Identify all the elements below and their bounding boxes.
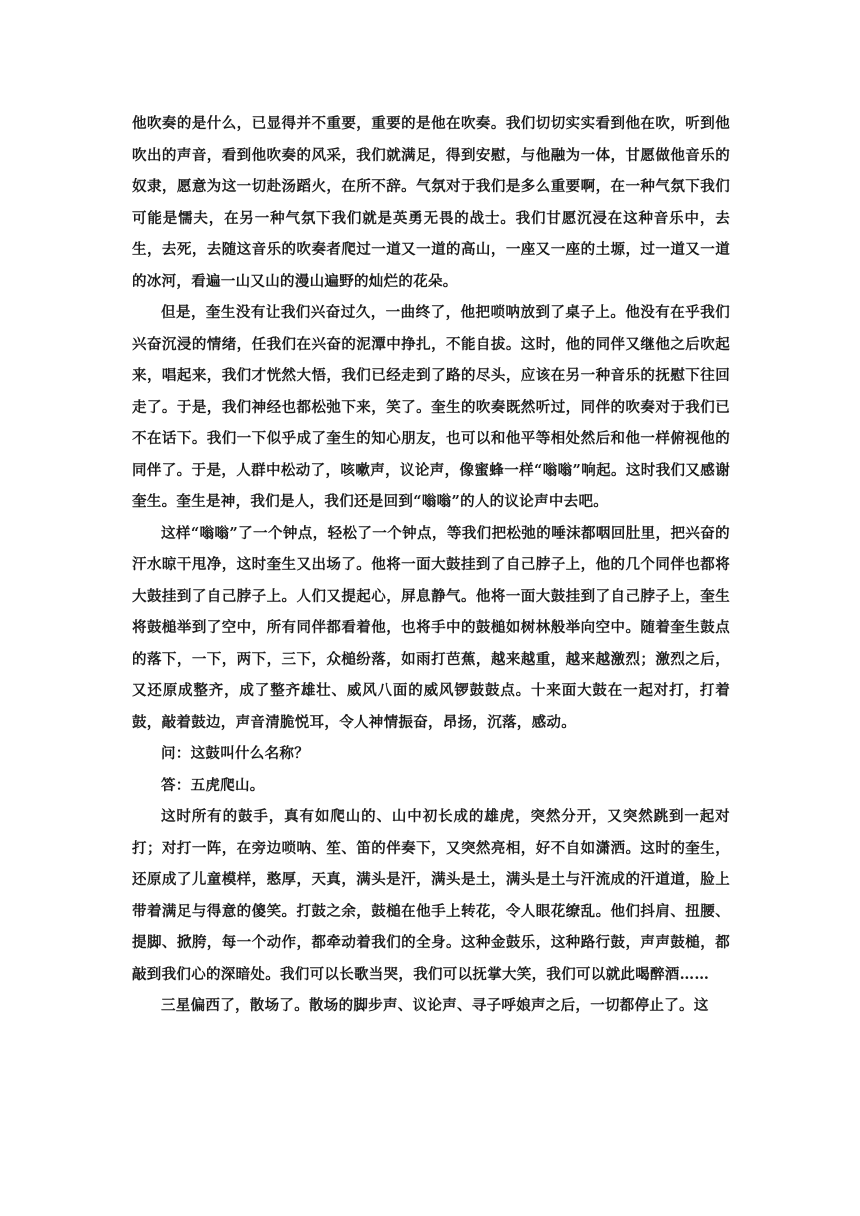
paragraph: 但是，奎生没有让我们兴奋过久，一曲终了，他把唢呐放到了桌子上。他没有在乎我们兴奋沉浸的情绪，任我们在兴奋的泥潭中挣扎，不能自拔。这时，他的同伴又继他之后吹起来，唱起来，我们才恍然大悟，我们已经走到了路的尽头，应该在另一种音乐的抚慰下往回走了。于是，我们神经也都松弛下来，笑了。奎生的吹奏既然听过，同伴的吹奏对于我们已不在话下。我们一下似乎成了奎生的知心朋友，也可以和他平等相处然后和他一样俯视他的同伴了。于是，人群中松动了，咳嗽声，议论声，像蜜蜂一样“嗡嗡”响起。这时我们又感谢奎生。奎生是神，我们是人，我们还是回到“嗡嗡”的人的议论声中去吧。 — [132, 304, 730, 510]
paragraph: 三星偏西了，散场了。散场的脚步声、议论声、寻子呼娘声之后，一切都停止了。这 — [161, 997, 709, 1014]
paragraph: 这样“嗡嗡”了一个钟点，轻松了一个钟点，等我们把松弛的唾沫都咽回肚里，把兴奋的汗水晾干甩净，这时奎生又出场了。他将一面大鼓挂到了自己脖子上，他的几个同伴也都将大鼓挂到了自己脖子上。人们又提起心，屏息静气。他将一面大鼓挂到了自己脖子上，奎生将鼓槌举到了空中，所有同伴都看着他，也将手中的鼓槌如树林般举向空中。随着奎生鼓点的落下，一下，两下，三下，众槌纷落，如雨打芭蕉，越来越重，越来越激烈；激烈之后，又还原成整齐，成了整齐雄壮、威风八面的威风锣鼓鼓点。十来面大鼓在一起对打，打着鼓，敲着鼓边，声音清脆悦耳，令人神情振奋，昂扬，沉落，感动。 — [132, 524, 730, 731]
question-line: 问：这鼓叫什么名称？ — [161, 745, 309, 762]
paragraph: 这时所有的鼓手，真有如爬山的、山中初长成的雄虎，突然分开，又突然跳到一起对打；对打一阵，在旁边唢呐、笙、笛的伴奏下，又突然亮相，好不自如潇洒。这时的奎生，还原成了儿童模样，憨厚，天真，满头是汗，满头是土，满头是土与汗流成的汗道道，脸上带着满足与得意的傻笑。打鼓之余，鼓槌在他手上转花，令人眼花缭乱。他们抖肩、扭腰、提脚、掀胯，每一个动作，都牵动着我们的全身。这种金鼓乐，这种路行鼓，声声鼓槌，都敲到我们心的深暗处。我们可以长歌当哭，我们可以抚掌大笑，我们可以就此喝醉酒…… — [132, 808, 730, 983]
answer-line: 答：五虎爬山。 — [161, 776, 265, 794]
paragraph: 他吹奏的是什么，已显得并不重要，重要的是他在吹奏。我们切切实实看到他在吹，听到他吹出的声音，看到他吹奏的风采，我们就满足，得到安慰，与他融为一体，甘愿做他音乐的奴隶，愿意为这一切赴汤蹈火，在所不辞。气氛对于我们是多么重要啊，在一种气氛下我们可能是懦夫，在另一种气氛下我们就是英勇无畏的战士。我们甘愿沉浸在这种音乐中，去生，去死，去随这音乐的吹奏者爬过一道又一道的高山，一座又一座的土塬，过一道又一道的冰河，看遍一山又山的漫山遍野的灿烂的花朵。 — [132, 115, 730, 290]
document-page — [132, 108, 730, 1022]
